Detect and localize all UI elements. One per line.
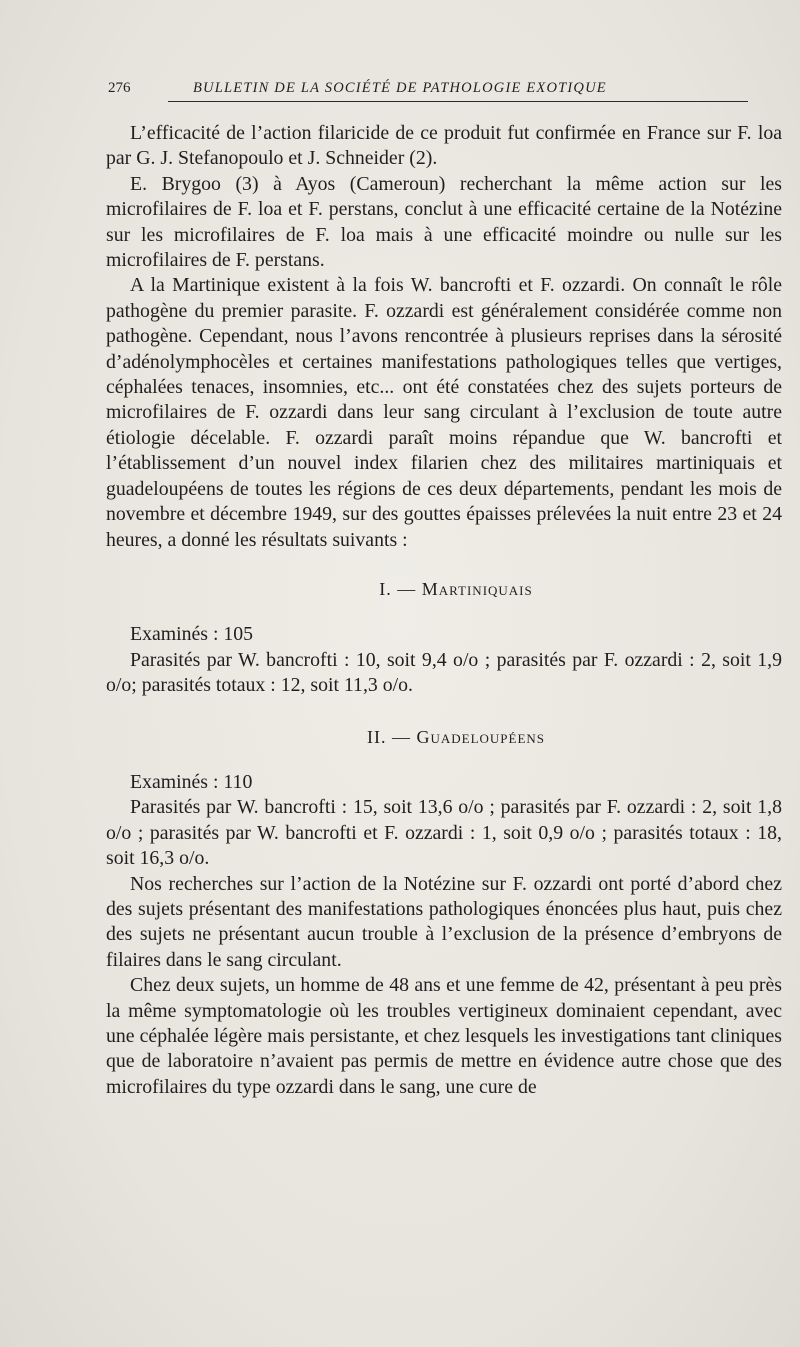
paragraph-3: A la Martinique existent à la fois W. bancrofti et F. ozzardi. On connaît le rôle pathogène du premier parasite. F. ozzardi est généralement considérée comme non pathogène. Cependant, nous l’avons rencontrée à plusieurs reprises dans la sérosité d’adénolymphocèles et certaines manifestations pathologiques telles que vertiges, céphalées tenaces, insomnies, etc... ont été constatées chez des sujets porteurs de microfilaires de F. ozzardi dans leur sang circulant à l’exclusion de toute autre étiologie décelable. F. ozzardi paraît moins répandue que W. bancrofti et l’établissement d’un nouvel index filarien chez des militaires martiniquais et guadeloupéens de toutes les régions de ces deux départements, pendant les mois de novembre et décembre 1949, sur des gouttes épaisses prélevées la nuit entre 23 et 24 heures, a donné les résultats suivants :: [106, 274, 782, 551]
body-text: [106, 121, 782, 1100]
running-title: BULLETIN DE LA SOCIÉTÉ DE PATHOLOGIE EXOTIQUE: [193, 80, 607, 96]
section-2-number: II. —: [366, 726, 411, 747]
section-2-heading: [106, 725, 782, 750]
section-2-results: Parasités par W. bancrofti : 15, soit 13,6 o/o ; parasités par F. ozzardi : 2, soit 1,8 o/o ; parasités par W. bancrofti et F. ozzardi : 1, soit 0,9 o/o ; parasités totaux : 18, soit 16,3 o/o.: [106, 796, 782, 870]
section-1-title: Martiniquais: [421, 578, 533, 599]
paragraph-4: Nos recherches sur l’action de la Notézine sur F. ozzardi ont porté d’abord chez des sujets présentant des manifestations pathologiques énoncées plus haut, puis chez des sujets ne présentant aucun trouble à l’exclusion de la présence d’embryons de filaires dans le sang circulant.: [106, 872, 782, 971]
section-1-examined: Examinés : 105: [130, 623, 254, 646]
section-1-results: Parasités par W. bancrofti : 10, soit 9,4 o/o ; parasités par F. ozzardi : 2, soit 1,9 o/o; parasités totaux : 12, soit 11,3 o/o.: [106, 648, 782, 697]
paragraph-1: L’efficacité de l’action filaricide de ce produit fut confirmée en France sur F. loa par G. J. Stefanopoulo et J. Schneider (2).: [106, 122, 782, 170]
section-2-examined: Examinés : 110: [130, 770, 253, 793]
page-header: [108, 78, 748, 100]
section-1-number: I. —: [379, 578, 417, 599]
paragraph-2: E. Brygoo (3) à Ayos (Cameroun) recherchant la même action sur les microfilaires de F. loa et F. perstans, conclut à une efficacité certaine de la Notézine sur les microfilaires de F. loa mais à une efficacité moindre ou nulle sur les microfilaires de F. perstans.: [106, 172, 782, 272]
paragraph-5: Chez deux sujets, un homme de 48 ans et une femme de 42, présentant à peu près la même symptomatologie où les troubles vertigineux dominaient cependant, avec une céphalée légère mais persistante, et chez lesquels les investigations tant cliniques que de laboratoire n’avaient pas permis de mettre en évidence autre chose que des microfilaires du type ozzardi dans le sang, une cure de: [106, 974, 782, 1098]
section-2-title: Guadeloupéens: [416, 726, 546, 747]
header-rule: [168, 101, 748, 102]
section-1-heading: [106, 577, 782, 602]
page-number: 276: [108, 80, 131, 96]
